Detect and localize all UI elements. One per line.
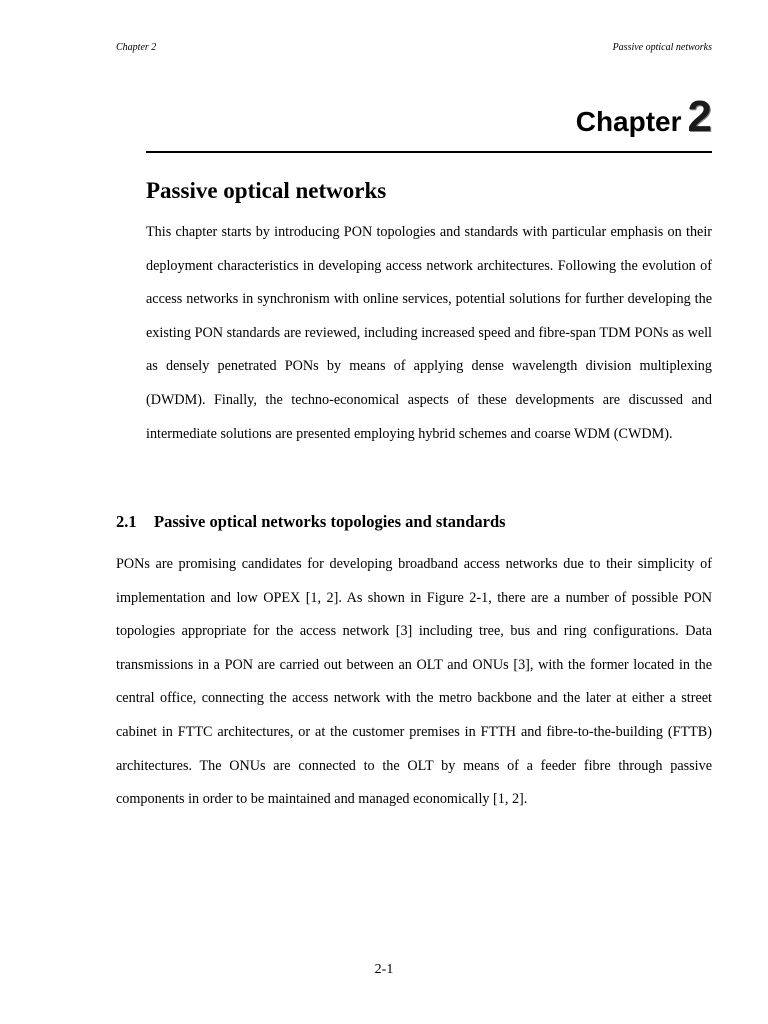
chapter-word: Chapter <box>575 106 682 137</box>
chapter-heading <box>576 92 712 142</box>
intro-paragraph: This chapter starts by introducing PON topologies and standards with particular emphasis on their deployment characteristics in developing access network architectures. Following the evolution of access networks in synchronism with online services, potential solutions for further developing the existing PON standards are reviewed, including increased speed and fibre-span TDM PONs as well as densely penetrated PONs by means of applying dense wavelength division multiplexing (DWDM). Finally, the techno-economical aspects of these developments are discussed and intermediate solutions are presented employing hybrid schemes and coarse WDM (CWDM). <box>146 224 712 442</box>
section-heading <box>116 512 506 532</box>
chapter-divider <box>146 151 712 153</box>
section-title: Passive optical networks topologies and standards <box>154 512 506 531</box>
section-paragraph: PONs are promising candidates for developing broadband access networks due to their simplicity of implementation and low OPEX [1, 2]. As shown in Figure 2-1, there are a number of possible PON topologies appropriate for the access network [3] including tree, bus and ring configurations. Data transmissions in a PON are carried out between an OLT and ONUs [3], with the former located in the central office, connecting the access network with the metro backbone and the later at either a street cabinet in FTTC architectures, or at the customer premises in FTTH and fibre-to-the-building (FTTB) architectures. The ONUs are connected to the OLT by means of a feeder fibre through passive components in order to be maintained and managed economically [1, 2]. <box>116 556 712 808</box>
header-chapter-label: Chapter 2 <box>116 42 157 53</box>
section-number: 2.1 <box>116 512 137 531</box>
header-section-label: Passive optical networks <box>612 42 712 53</box>
page-number: 2-1 <box>374 962 394 977</box>
chapter-number: 2 <box>687 92 712 141</box>
chapter-title: Passive optical networks <box>146 178 387 203</box>
